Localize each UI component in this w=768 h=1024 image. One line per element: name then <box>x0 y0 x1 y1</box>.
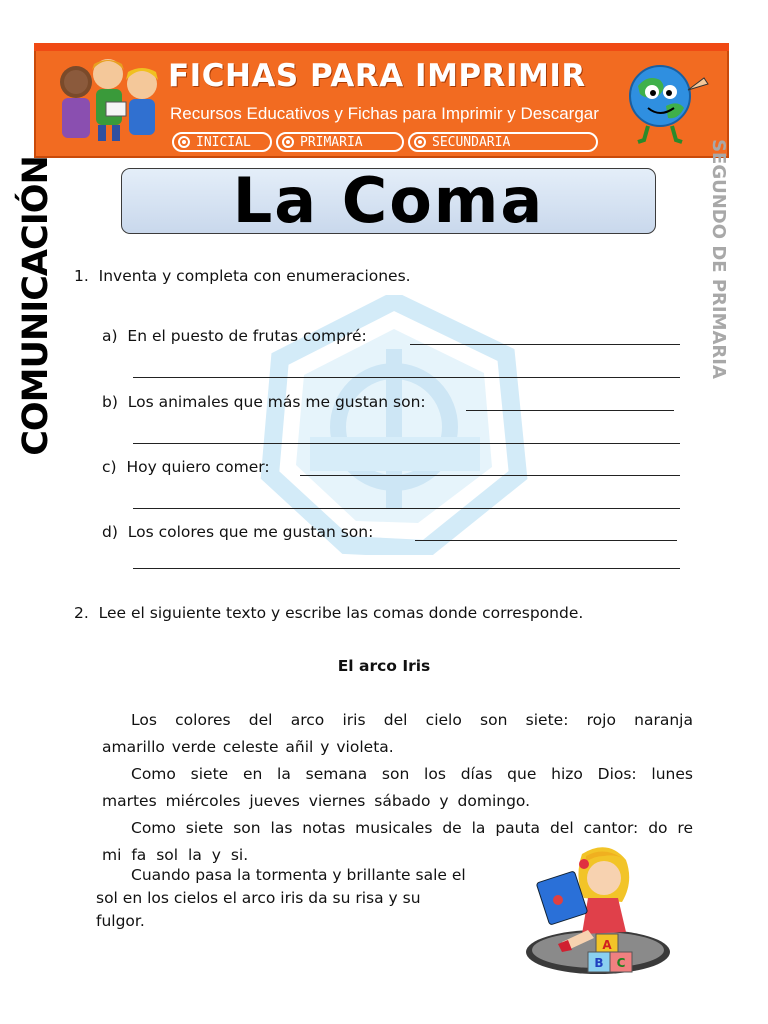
title-box <box>121 164 656 237</box>
answer-line[interactable] <box>466 410 674 411</box>
answer-line[interactable] <box>133 568 680 569</box>
item-letter: b) <box>102 393 118 411</box>
item-b <box>102 393 426 411</box>
poem-line: martes miércoles jueves viernes sábado y domingo. <box>102 792 531 810</box>
item-a <box>102 327 367 345</box>
block-c-label: C <box>616 956 626 970</box>
nav-label: SECUNDARIA <box>432 134 511 150</box>
poem-line: fulgor. <box>96 912 145 930</box>
girl-reading-illustration <box>522 842 674 980</box>
nav-bullet-icon <box>178 136 190 148</box>
item-c <box>102 458 270 476</box>
nav-label: INICIAL <box>196 134 251 150</box>
banner-title: FICHAS PARA IMPRIMIR <box>168 58 586 94</box>
poem-line: Como siete en la semana son los días que hizo Dios: lunes <box>131 765 693 783</box>
banner-stripe <box>34 43 729 51</box>
grade-label: SEGUNDO DE PRIMARIA <box>708 139 729 379</box>
block-b-label: B <box>594 956 604 970</box>
item-d <box>102 523 373 541</box>
poem-title: El arco Iris <box>337 657 431 675</box>
worksheet-title: La Coma <box>232 164 545 237</box>
nav-label: PRIMARIA <box>300 134 363 150</box>
answer-line[interactable] <box>415 540 677 541</box>
question-number: 2. <box>74 604 89 622</box>
poem-line: Como siete son las notas musicales de la pauta del cantor: do re <box>131 819 693 837</box>
question-number: 1. <box>74 267 89 285</box>
answer-line[interactable] <box>133 508 680 509</box>
banner-subtitle: Recursos Educativos y Fichas para Imprimir y Descargar <box>170 104 599 123</box>
kid-body-3 <box>129 99 155 135</box>
question-text: Inventa y completa con enumeraciones. <box>98 267 411 285</box>
item-text: En el puesto de frutas compré: <box>127 327 367 345</box>
kid-body-1 <box>62 98 90 138</box>
subject-label: COMUNICACIÓN <box>16 156 56 456</box>
item-letter: a) <box>102 327 118 345</box>
question-2 <box>74 604 583 622</box>
answer-line[interactable] <box>133 443 680 444</box>
item-text: Los colores que me gustan son: <box>127 523 374 541</box>
nav-bullet-icon <box>282 136 294 148</box>
girl-dress <box>582 898 626 934</box>
poem-line: Los colores del arco iris del cielo son siete: rojo naranja <box>131 711 693 729</box>
block-a-label: A <box>602 938 612 952</box>
poem-line: Cuando pasa la tormenta y brillante sale el <box>131 866 466 884</box>
question-text: Lee el siguiente texto y escribe las comas donde corresponde. <box>98 604 584 622</box>
kids-illustration <box>46 52 161 152</box>
answer-line[interactable] <box>133 377 680 378</box>
nav-button-primaria[interactable] <box>276 132 404 152</box>
girl-face <box>587 861 621 895</box>
item-letter: d) <box>102 523 118 541</box>
poem-line: amarillo verde celeste añil y violeta. <box>102 738 394 756</box>
nav-button-secundaria[interactable] <box>408 132 598 152</box>
poem-line: sol en los cielos el arco iris da su risa y su <box>96 889 421 907</box>
item-letter: c) <box>102 458 117 476</box>
answer-line[interactable] <box>410 344 680 345</box>
nav-bullet-icon <box>414 136 426 148</box>
poem-line: mi fa sol la y si. <box>102 846 249 864</box>
item-text: Los animales que más me gustan son: <box>127 393 426 411</box>
question-1 <box>74 267 411 285</box>
nav-button-inicial[interactable] <box>172 132 272 152</box>
answer-line[interactable] <box>300 475 680 476</box>
item-text: Hoy quiero comer: <box>126 458 270 476</box>
